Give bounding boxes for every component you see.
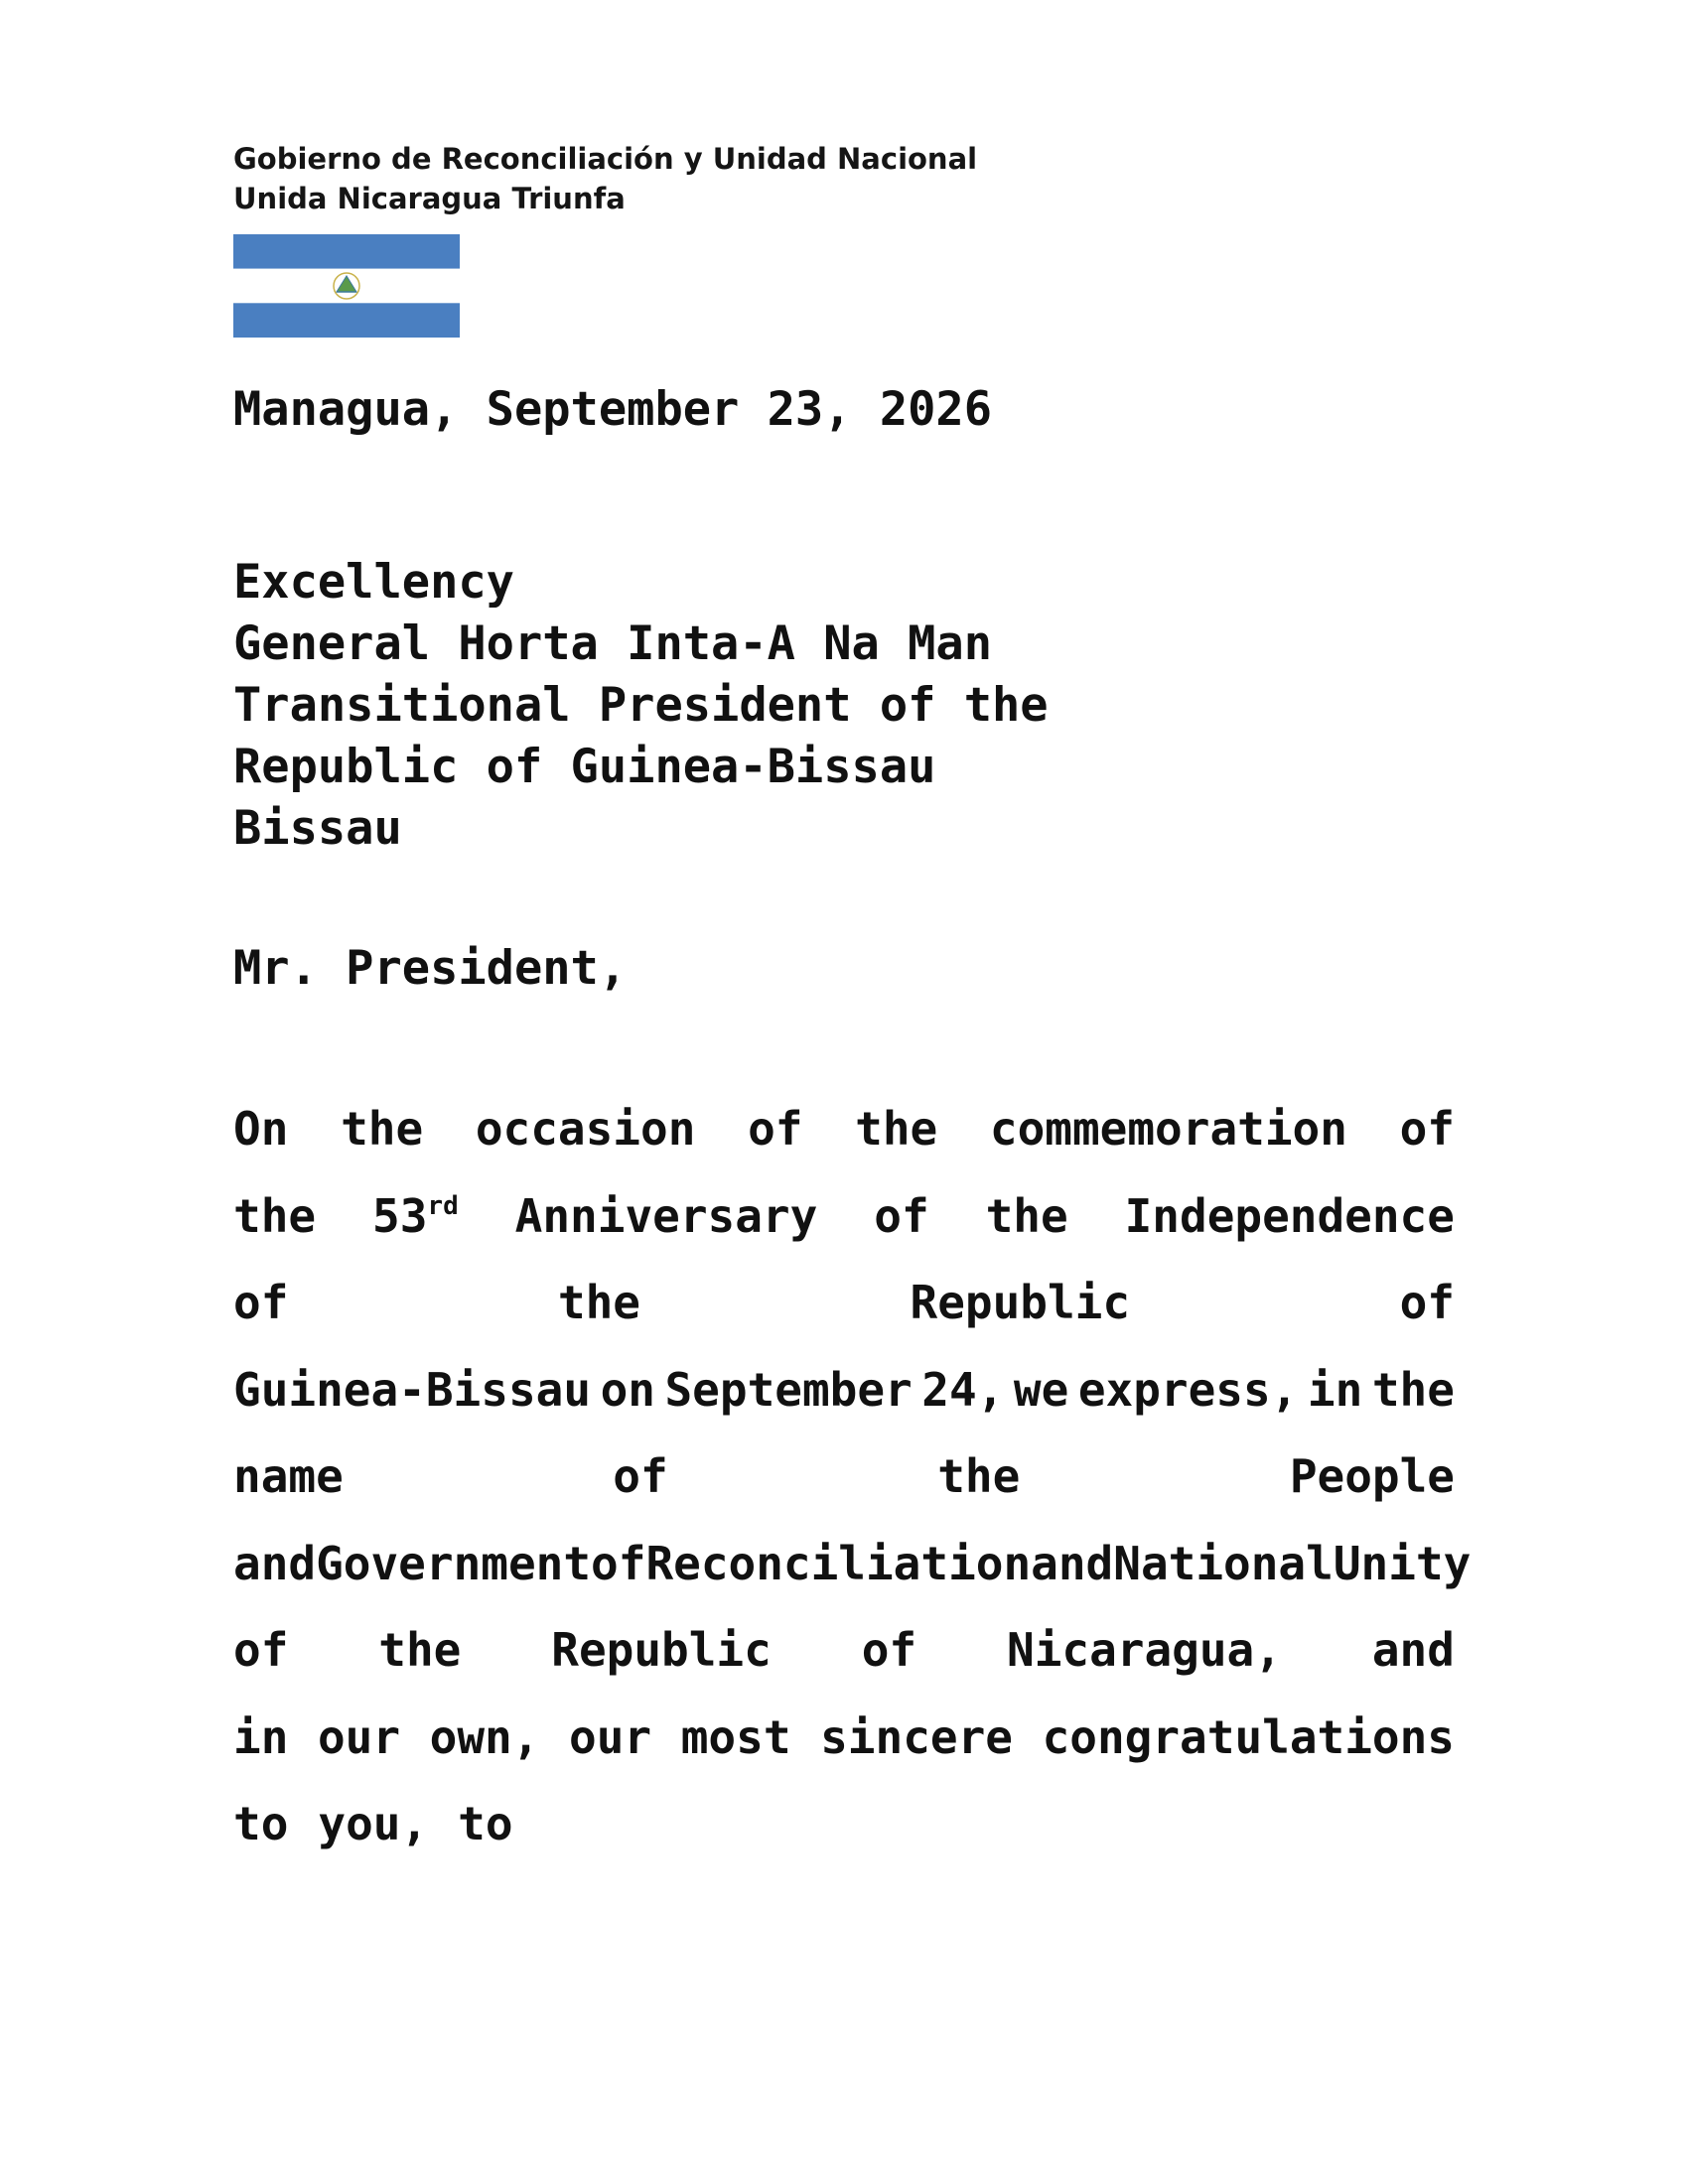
salutation: Mr. President, [233,941,628,996]
body-word: Unity [1333,1536,1472,1590]
body-word: the [855,1102,938,1156]
body-line [233,1781,1455,1868]
ordinal-suffix: rd [427,1190,459,1221]
body-word: 24, [921,1362,1005,1417]
body-word: commemoration [989,1102,1347,1156]
body-word: of [748,1102,803,1156]
body-line [233,1607,1455,1695]
body-word: Republic [551,1623,772,1677]
body-word: you, [318,1797,429,1850]
body-word: the [557,1276,640,1329]
body-word: Government [316,1536,592,1590]
recipient-line: Bissau [233,801,402,856]
body-word: sincere [820,1709,1013,1764]
body-word: the [378,1623,462,1677]
recipient-line: Republic of Guinea-Bissau [233,740,936,794]
letterhead [233,139,977,218]
body-word: the [985,1188,1068,1243]
letter-date: Managua, September 23, 2026 [233,382,993,437]
body-word: our [317,1709,401,1764]
body-word: National [1113,1536,1334,1590]
body-word: our [569,1709,652,1764]
body-line [233,1086,1455,1173]
body-word: of [874,1188,929,1243]
body-line [233,1433,1455,1521]
body-word: of [233,1623,289,1677]
body-line [233,1521,1472,1608]
body-word: to [233,1797,289,1850]
nicaragua-flag-icon [233,234,460,338]
body-word: on [600,1362,655,1417]
body-word: most [680,1709,791,1764]
body-word: occasion [475,1102,696,1156]
body-line [233,1695,1455,1782]
recipient-line: General Horta Inta-A Na Man [233,616,993,671]
body-word: Republic [910,1276,1131,1329]
body-word: 53rd [372,1188,459,1243]
body-word: in [1307,1362,1363,1417]
body-word: to [458,1797,513,1850]
body-word: Nicaragua, [1007,1623,1282,1677]
body-line [233,1173,1455,1261]
body-line [233,1347,1455,1434]
body-word: Guinea-Bissau [233,1362,592,1417]
body-word: name [233,1449,344,1503]
body-word: On [233,1102,289,1156]
body-word: in [233,1709,289,1764]
body-word: of [861,1623,917,1677]
recipient-block [233,552,1049,860]
body-word: of [233,1276,289,1329]
body-word: Anniversary [514,1188,818,1243]
body-word: the [937,1449,1021,1503]
body-word: of [613,1449,668,1503]
letterhead-government-name: Gobierno de Reconciliación y Unidad Nacional [233,142,978,176]
body-word: of [1399,1276,1455,1329]
recipient-line: Excellency [233,555,514,610]
body-word: express, [1077,1362,1299,1417]
body-word: own, [429,1709,540,1764]
body-word: the [1371,1362,1455,1417]
body-word: September [664,1362,913,1417]
body-word: we [1013,1362,1069,1417]
letterhead-slogan: Unida Nicaragua Triunfa [233,182,626,215]
body-word: the [233,1188,317,1243]
body-word: and [233,1536,317,1590]
body-word: and [1371,1623,1455,1677]
body-word: of [591,1536,646,1590]
body-word: congratulations [1042,1709,1455,1764]
body-word: of [1399,1102,1455,1156]
body-paragraph [233,1086,1472,1868]
body-word: the [341,1102,424,1156]
body-word: People [1289,1449,1455,1503]
recipient-line: Transitional President of the [233,678,1049,733]
body-word: Reconciliation [645,1536,1032,1590]
body-word: and [1031,1536,1114,1590]
body-line [233,1260,1455,1347]
body-word: Independence [1124,1188,1455,1243]
